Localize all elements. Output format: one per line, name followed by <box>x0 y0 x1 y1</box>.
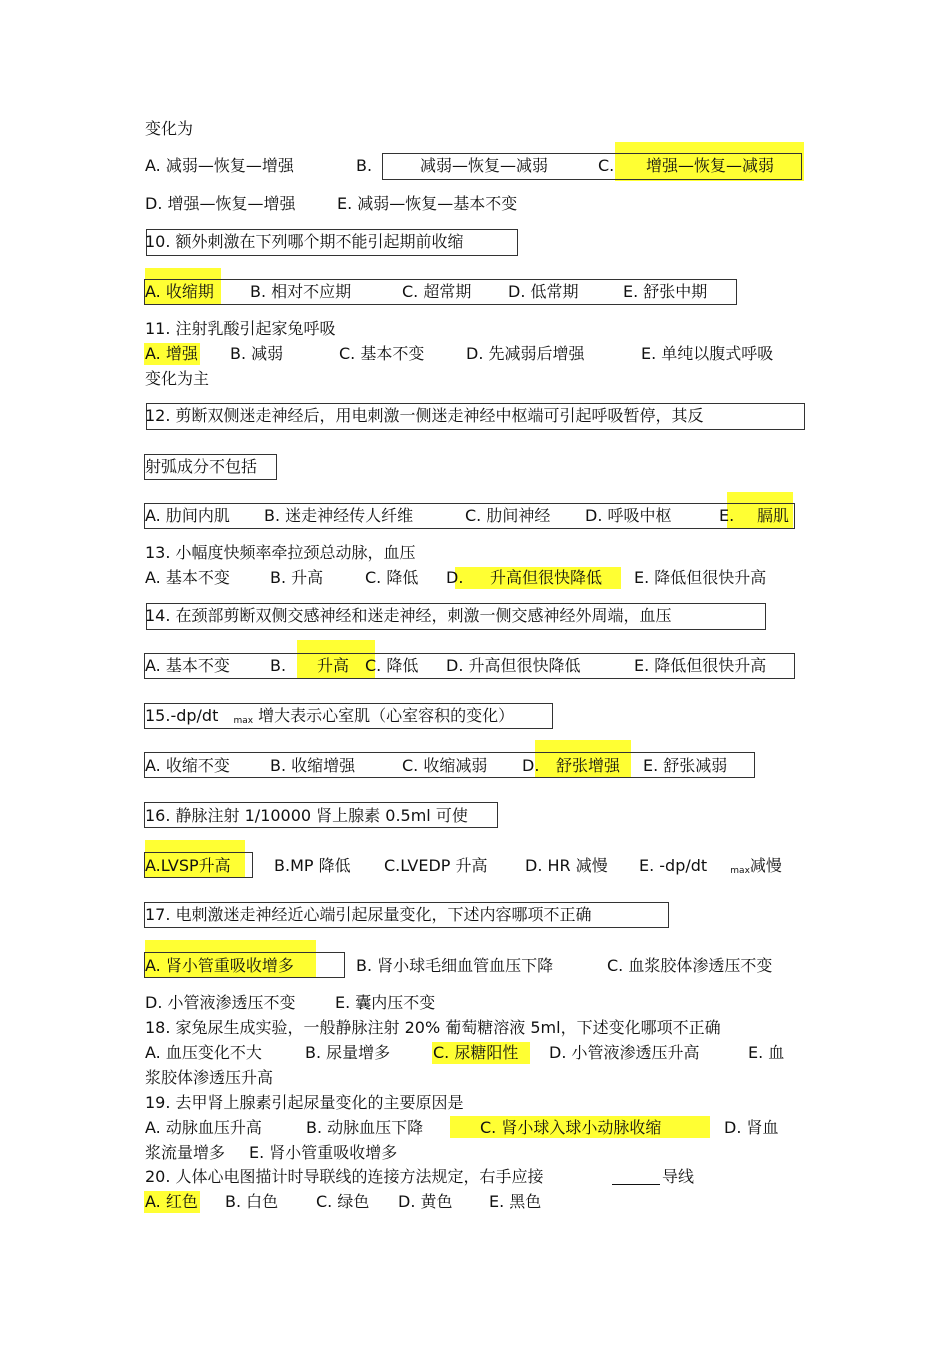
option-c: C.LVEDP 升高 <box>384 856 488 875</box>
question-16: 16. 静脉注射 1/10000 肾上腺素 0.5ml 可使 <box>145 806 468 825</box>
option-d: D. 呼吸中枢 <box>585 506 672 525</box>
option-d: D. 升高但很快降低 <box>446 656 581 675</box>
option-d: D. HR 减慢 <box>525 856 608 875</box>
option-d: D. 肾血 <box>724 1118 779 1137</box>
option-b: B. 尿量增多 <box>305 1043 391 1062</box>
option-b: B. 相对不应期 <box>250 282 352 301</box>
option-a: A. 动脉血压升高 <box>145 1118 262 1137</box>
answer-a: A.LVSP升高 <box>145 856 231 875</box>
answer-a: A. 增强 <box>145 344 198 363</box>
option-d: D. 小管液渗透压升高 <box>549 1043 700 1062</box>
option-b: B. 升高 <box>270 568 324 587</box>
text-line: 浆流量增多 <box>145 1143 226 1162</box>
option-e: E. 舒张减弱 <box>643 756 728 775</box>
option-c: C. 降低 <box>365 656 419 675</box>
option-b: B. 肾小球毛细血管血压下降 <box>356 956 554 975</box>
option-b: B. 白色 <box>225 1192 279 1211</box>
option-d: D. <box>522 756 540 775</box>
option-b: B. 收缩增强 <box>270 756 356 775</box>
option-e-text: E. -dp/dt <box>639 856 708 875</box>
option-d: D. 增强—恢复—增强 <box>145 194 296 213</box>
text-line: 变化为 <box>145 119 194 138</box>
question-18: 18. 家兔尿生成实验，一般静脉注射 20% 葡萄糖溶液 5ml，下述变化哪项不正确 <box>145 1018 721 1037</box>
option-e: E. 舒张中期 <box>623 282 708 301</box>
option-c: C. 肋间神经 <box>465 506 551 525</box>
option-e: E. <box>719 506 735 525</box>
option-d: D. 低常期 <box>508 282 579 301</box>
option-c: C. 超常期 <box>402 282 472 301</box>
option-b: B. <box>270 656 287 675</box>
question-20-suffix: 导线 <box>662 1167 695 1186</box>
option-e: E. 降低但很快升高 <box>634 656 767 675</box>
option-text: 减弱—恢复—减弱 <box>420 156 549 175</box>
option-a: A. 基本不变 <box>145 656 230 675</box>
option-e: E. 肾小管重吸收增多 <box>249 1143 398 1162</box>
answer-a: A. 红色 <box>145 1192 198 1211</box>
option-c: C. 绿色 <box>316 1192 370 1211</box>
question-14: 14. 在颈部剪断双侧交感神经和迷走神经，刺激一侧交感神经外周端，血压 <box>145 606 672 625</box>
option-c: C. 降低 <box>365 568 419 587</box>
option-b: B.MP 降低 <box>274 856 351 875</box>
option-d: D. 小管液渗透压不变 <box>145 993 296 1012</box>
option-d: D. 黄色 <box>398 1192 453 1211</box>
answer-text: 膈肌 <box>757 506 790 525</box>
answer-blank <box>612 1184 660 1185</box>
question-15-prefix: 15.-dp/dt <box>145 706 219 725</box>
question-12: 12. 剪断双侧迷走神经后，用电刺激一侧迷走神经中枢端可引起呼吸暂停，其反 <box>145 406 704 425</box>
option-a: A. 减弱—恢复—增强 <box>145 156 294 175</box>
question-17: 17. 电刺激迷走神经近心端引起尿量变化，下述内容哪项不正确 <box>145 905 592 924</box>
question-15-text: 增大表示心室肌（心室容积的变化） <box>258 706 515 725</box>
question-10: 10. 额外刺激在下列哪个期不能引起期前收缩 <box>145 232 464 251</box>
question-15 <box>145 705 514 732</box>
question-20: 20. 人体心电图描计时导联线的连接方法规定，右手应接 <box>145 1167 544 1186</box>
option-a: A. 肋间内肌 <box>145 506 230 525</box>
option-e: E. 减弱—恢复—基本不变 <box>337 194 518 213</box>
answer-text: 舒张增强 <box>556 756 621 775</box>
option-b: B. 减弱 <box>230 344 284 363</box>
option-e <box>639 855 782 882</box>
text-line: 变化为主 <box>145 369 210 388</box>
subscript: max <box>233 716 254 726</box>
question-19: 19. 去甲肾上腺素引起尿量变化的主要原因是 <box>145 1093 464 1112</box>
answer-a: A. 收缩期 <box>145 282 214 301</box>
option-e: E. 单纯以腹式呼吸 <box>641 344 774 363</box>
answer-c: C. 尿糖阳性 <box>433 1043 519 1062</box>
option-e: E. 黑色 <box>489 1192 542 1211</box>
option-a: A. 血压变化不大 <box>145 1043 262 1062</box>
option-e-suffix: 减慢 <box>749 856 782 875</box>
option-b: B. 迷走神经传人纤维 <box>264 506 414 525</box>
answer-text: 升高 <box>317 656 350 675</box>
text-line: 浆胶体渗透压升高 <box>145 1068 274 1087</box>
option-c: C. 血浆胶体渗透压不变 <box>607 956 773 975</box>
answer-a: A. 肾小管重吸收增多 <box>145 956 294 975</box>
answer-text: 增强—恢复—减弱 <box>646 156 775 175</box>
option-a: A. 基本不变 <box>145 568 230 587</box>
option-e: E. 血 <box>748 1043 785 1062</box>
option-a: A. 收缩不变 <box>145 756 230 775</box>
option-d: D. <box>446 568 464 587</box>
option-e: E. 降低但很快升高 <box>634 568 767 587</box>
option-d: D. 先减弱后增强 <box>466 344 585 363</box>
answer-c: C. 肾小球入球小动脉收缩 <box>480 1118 662 1137</box>
question-13: 13. 小幅度快频率牵拉颈总动脉，血压 <box>145 543 416 562</box>
option-b: B. <box>356 156 373 175</box>
option-c: C. 收缩减弱 <box>402 756 488 775</box>
option-e: E. 囊内压不变 <box>335 993 436 1012</box>
answer-text: 升高但很快降低 <box>490 568 603 587</box>
option-c: C. <box>598 156 615 175</box>
question-11: 11. 注射乳酸引起家兔呼吸 <box>145 319 336 338</box>
option-b: B. 动脉血压下降 <box>306 1118 424 1137</box>
option-c: C. 基本不变 <box>339 344 425 363</box>
text-line: 射弧成分不包括 <box>145 457 258 476</box>
subscript: max <box>730 866 750 876</box>
